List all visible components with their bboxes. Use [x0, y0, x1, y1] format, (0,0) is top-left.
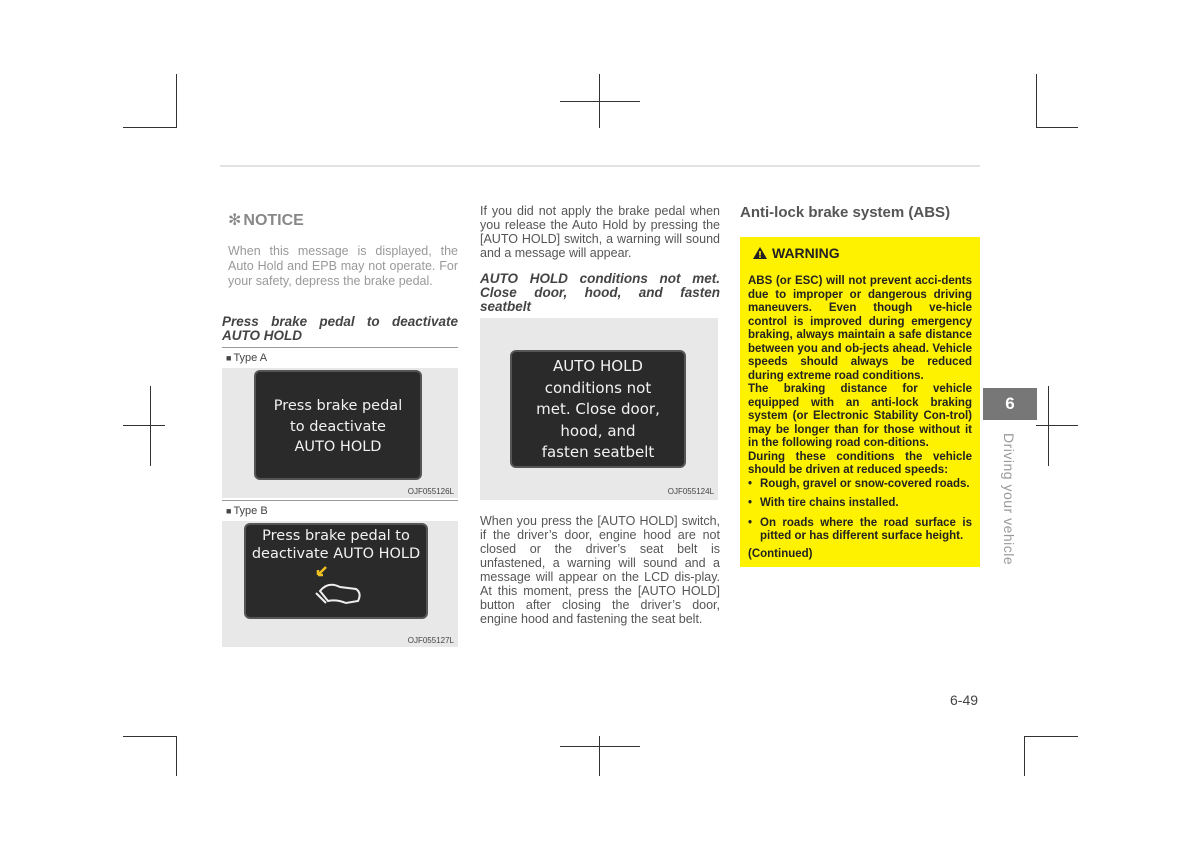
paragraph-2: When you press the [AUTO HOLD] switch, if the driver’s door, engine hood are not closed or the driver’s seat belt is unfastened, a warning will sound and a message will appear on the LCD dis-play. At this moment, press the [AUTO HOLD] button after closing the driver’s door, engine hood and fastening the seat belt.	[480, 514, 720, 626]
subhead-conditions-not-met: AUTO HOLD conditions not met. Close door, hood, and fasten seatbelt	[480, 271, 720, 314]
figure-type-a	[222, 347, 458, 498]
lcd-display-conditions	[510, 350, 686, 468]
warning-heading: WARNING	[752, 245, 972, 261]
type-a-label: ■ Type A	[226, 352, 268, 364]
warning-box	[740, 237, 980, 567]
notice-star-icon: ✻	[228, 212, 242, 229]
column-left	[222, 204, 458, 647]
continued-label: (Continued)	[748, 547, 813, 560]
figure-code-a: OJF055126L	[407, 487, 454, 496]
figure-conditions	[480, 318, 718, 500]
figure-a-box	[222, 368, 458, 498]
list-item: • On roads where the road surface is pitted or has different surface height.	[748, 517, 972, 544]
lcd-line: Press brake pedal	[273, 398, 403, 414]
paragraph-1: If you did not apply the brake pedal when you release the Auto Hold by pressing the [AUTO HOLD] switch, a warning will sound and a message will appear.	[480, 204, 720, 260]
lcd-display-a	[254, 370, 422, 480]
warning-list	[748, 478, 972, 544]
notice-heading: ✻ NOTICE	[228, 212, 304, 229]
list-item: • Rough, gravel or snow-covered roads.	[748, 478, 972, 492]
page-number: 6-49	[950, 692, 979, 708]
brake-pedal-icon	[306, 563, 366, 609]
lcd-line: Press brake pedal to	[262, 528, 410, 544]
warning-paragraph: The braking distance for vehicle equipped with an anti-lock braking system (or Electronic Stability Con-trol) may be longer than for those without it in the following road con-ditions.	[748, 383, 972, 449]
notice-body: When this message is displayed, the Auto Hold and EPB may not operate. For your safety, depress the brake pedal.	[228, 244, 458, 288]
lcd-line: to deactivate	[290, 418, 386, 435]
type-b-label: ■ Type B	[226, 505, 268, 517]
warning-body	[748, 275, 972, 561]
column-right	[740, 204, 980, 567]
lcd-line: fasten seatbelt	[541, 443, 655, 461]
warning-paragraph: During these conditions the vehicle should be driven at reduced speeds:	[748, 450, 972, 476]
warning-paragraph: ABS (or ESC) will not prevent acci-dents due to improper or dangerous driving maneuvers. Even though ve-hicle control is improved during emergency braking, always maintain a safe distance between you and ob-jects ahead. Vehicle speeds should always be reduced during extreme road conditions.	[748, 275, 972, 382]
figure-code-conditions: OJF055124L	[667, 487, 714, 496]
list-item: • With tire chains installed.	[748, 497, 972, 511]
lcd-line: conditions not	[544, 378, 652, 397]
figure-b-box	[222, 521, 458, 647]
subhead-press-brake: Press brake pedal to deactivate AUTO HOLD	[222, 314, 458, 343]
warning-triangle-icon	[752, 246, 768, 260]
lcd-line: met. Close door,	[536, 400, 660, 418]
lcd-line: AUTO HOLD	[553, 357, 643, 375]
figure-type-b	[222, 505, 458, 647]
lcd-line: deactivate AUTO HOLD	[251, 546, 421, 562]
lcd-line: AUTO HOLD	[294, 439, 382, 455]
figure-code-b: OJF055127L	[407, 636, 454, 645]
column-middle	[480, 204, 720, 626]
header-rule	[220, 165, 980, 167]
lcd-line: hood, and	[560, 421, 636, 440]
chapter-tab: 6	[983, 388, 1037, 420]
lcd-display-b	[244, 523, 428, 619]
section-title: Anti-lock brake system (ABS)	[740, 204, 951, 221]
chapter-side-label: Driving your vehicle	[1001, 433, 1017, 566]
divider	[222, 500, 458, 501]
